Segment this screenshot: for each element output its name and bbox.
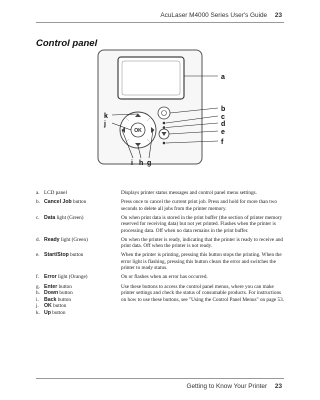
- item-row-b: b. Cancel Job button Press once to cancel the current print job. Press and hold for more than two seconds to delete all jobs from the printer memory.: [36, 199, 278, 212]
- callout-g: g: [147, 160, 152, 167]
- nav-item-h: h. Down button: [36, 290, 73, 297]
- nav-item-i: i. Back button: [36, 296, 71, 303]
- header-page-number: 23: [274, 12, 282, 19]
- nav-item-g: g. Enter button: [36, 283, 72, 290]
- item-row-a: a. LCD panel Displays printer status messages and control panel menu settings.: [36, 190, 257, 196]
- error-light: [163, 142, 166, 145]
- callout-f: f: [221, 139, 224, 146]
- item-row-e: e. Start/Stop button When the printer is printing, pressing this button stops the printing. When the error light is flashing, pressing this button clears the error and switches the printer to ready status.: [36, 252, 282, 272]
- callout-c: c: [221, 114, 225, 121]
- data-light: [163, 122, 166, 125]
- section-title: Control panel: [36, 38, 98, 49]
- page-footer: [0, 374, 300, 400]
- chapter-title: Getting to Know Your Printer: [186, 383, 268, 390]
- header-title: AcuLaser M4000 Series User's Guide 23: [160, 12, 282, 19]
- callout-i: i: [131, 160, 133, 167]
- nav-item-j: j. OK button: [36, 303, 67, 310]
- page-number: 23: [274, 383, 282, 390]
- control-panel-figure: [0, 0, 300, 200]
- ok-button-label: OK: [134, 128, 142, 134]
- callout-j: j: [104, 121, 106, 128]
- item-row-nav: [36, 283, 286, 316]
- callout-d: d: [221, 121, 226, 128]
- callout-b: b: [221, 106, 226, 113]
- footer-text: [186, 383, 282, 390]
- lcd-panel: [118, 57, 184, 99]
- callout-h: h: [139, 160, 144, 167]
- nav-description: Use these buttons to access the control panel menus, where you can make printer settings and check the status of consumable products. For instructions on how to use these buttons, see "Using the Control Panel Menus" on page 53.: [121, 283, 285, 303]
- callout-e: e: [221, 129, 225, 136]
- callout-a: a: [221, 74, 225, 81]
- cancel-job-button[interactable]: [158, 107, 170, 119]
- item-row-f: f. Error light (Orange) On or flashes when an error has occurred.: [36, 274, 208, 281]
- footer-divider: [36, 378, 284, 379]
- item-row-c: c. Data light (Green) On when print data is stored in the print buffer (the section of printer memory reserved for receiving data) but not yet printed. Flashes when the printer is processing data. Off when no data remains in the print buffer.: [36, 214, 283, 234]
- nav-item-k: k. Up button: [36, 309, 66, 316]
- description-table: [36, 190, 286, 316]
- ready-light: [163, 126, 166, 129]
- callout-k: k: [104, 113, 108, 120]
- item-row-d: d. Ready light (Green) On when the printer is ready, indicating that the printer is ready to receive and print data. Off when the printer is not ready.: [36, 236, 284, 250]
